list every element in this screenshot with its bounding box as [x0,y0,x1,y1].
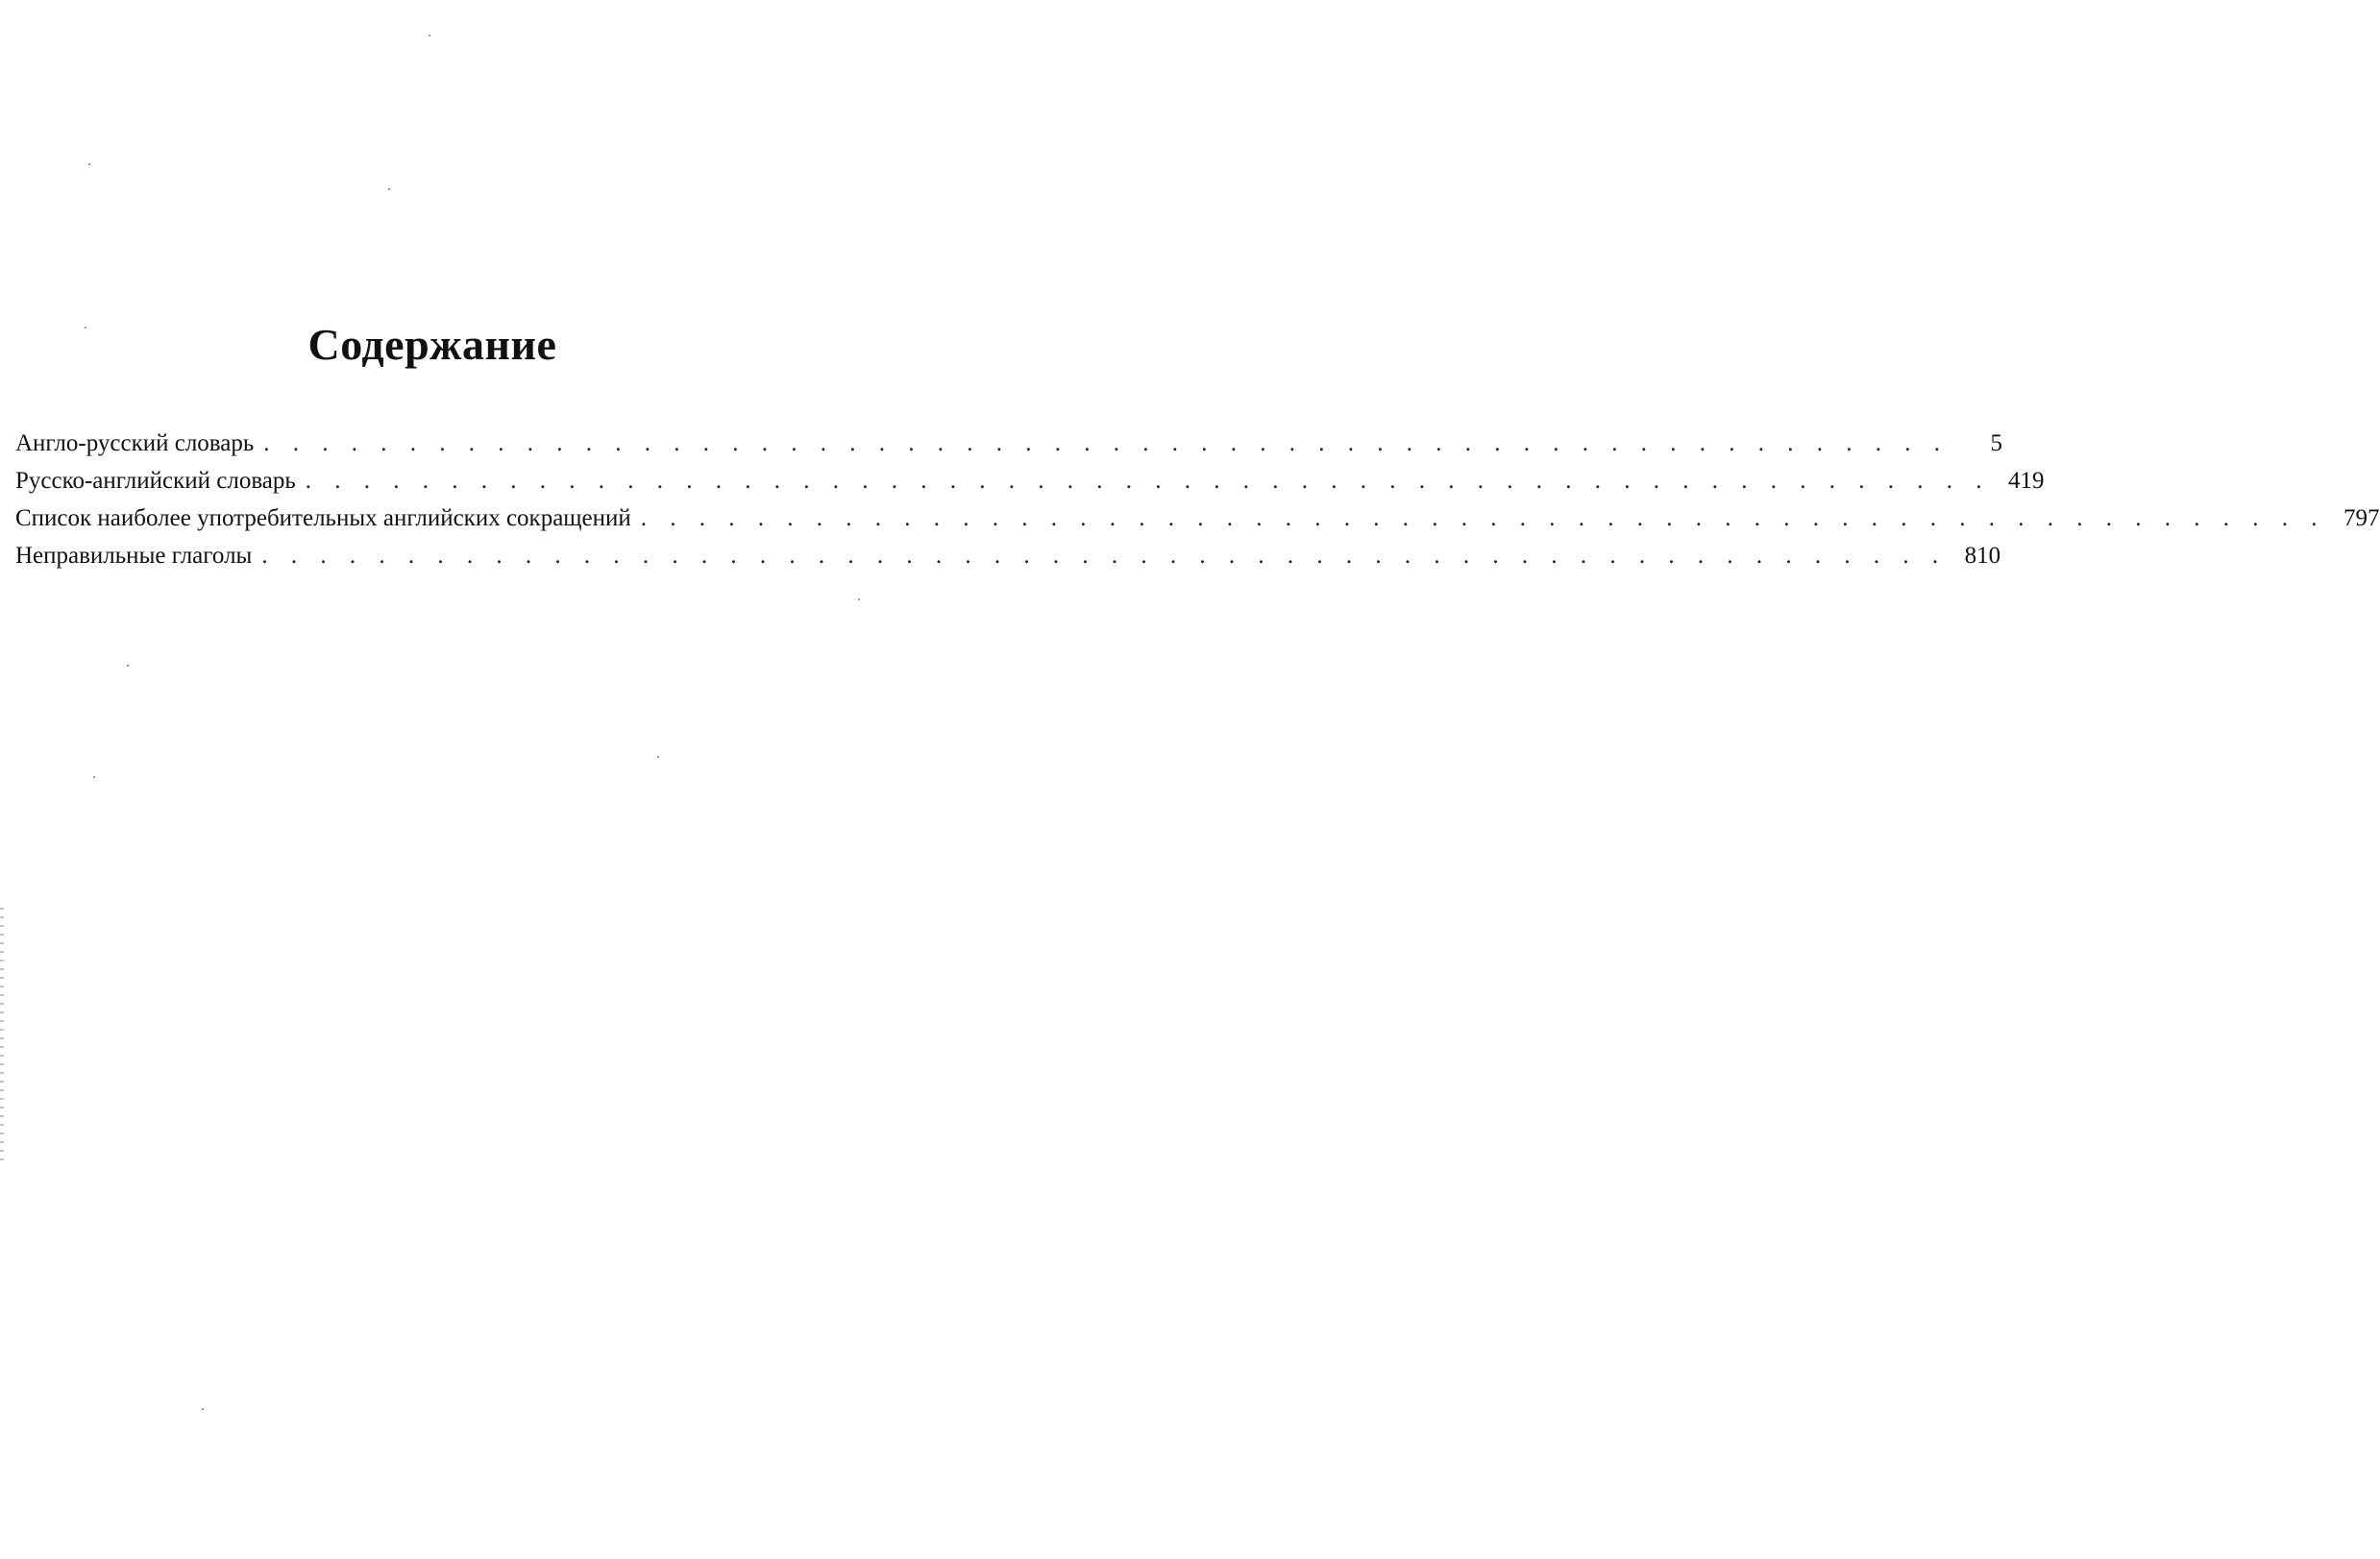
scan-speck [429,35,430,37]
page-title: Содержание [307,319,557,369]
toc-page-number: 797 [2343,505,2380,531]
toc-entry-abbreviations [15,499,2380,537]
scan-speck [88,163,90,165]
toc-entry-label: Список наиболее употребительных английских сокращений [15,505,631,531]
toc-entry-russian-english [15,462,2045,499]
toc-page-number: 810 [1964,543,2001,569]
scan-speck [858,598,860,600]
toc-dot-leader: . . . . . . . . . . . . . . . . . . . . . . . . . . . . . . . . . . . . . . . . . . . . . . . . . . . . . . . . . . [640,505,2326,531]
scan-speck [127,665,129,667]
toc-dot-leader: . . . . . . . . . . . . . . . . . . . . . . . . . . . . . . . . . . . . . . . . . . . . . . . . . . . . . . . . . . [305,468,1991,494]
scan-speck [388,188,390,190]
toc-dot-leader: . . . . . . . . . . . . . . . . . . . . . . . . . . . . . . . . . . . . . . . . . . . . . . . . . . . . . . . . . . [263,430,1950,456]
toc-entry-irregular-verbs [15,537,2001,574]
toc-entry-label: Русско-английский словарь [15,468,296,494]
scan-edge-marks [0,908,4,1167]
scan-speck [85,327,86,329]
scan-speck [657,756,659,758]
scan-speck [93,776,95,778]
table-of-contents [15,425,2380,574]
toc-entry-label: Неправильные глаголы [15,543,253,569]
toc-dot-leader: . . . . . . . . . . . . . . . . . . . . . . . . . . . . . . . . . . . . . . . . . . . . . . . . . . . . . . . . . . [261,543,1948,569]
scan-speck [202,1408,204,1410]
toc-page-number: 419 [2008,468,2045,494]
toc-entry-english-russian [15,425,2003,462]
toc-entry-label: Англо-русский словарь [15,430,255,456]
toc-page-number: 5 [1990,430,2003,456]
